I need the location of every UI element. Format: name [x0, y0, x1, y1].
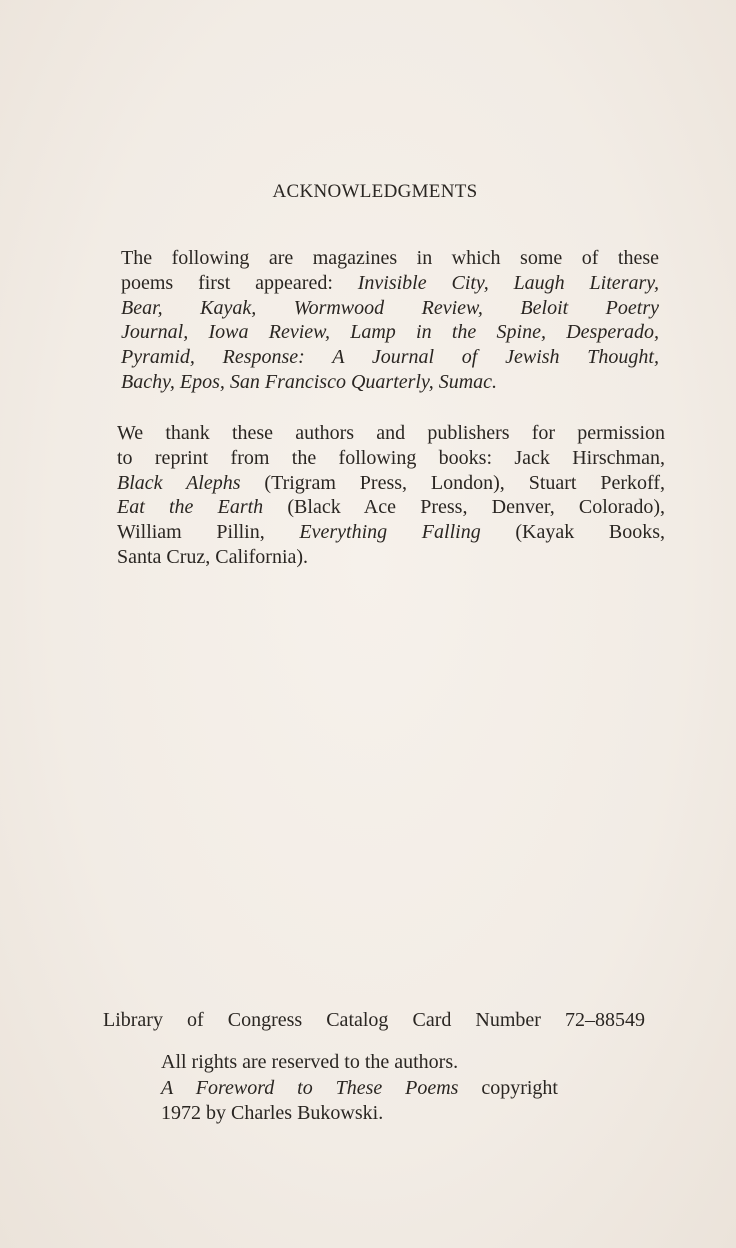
text-line: 1972 by Charles Bukowski. [161, 1102, 384, 1124]
text-line: All rights are reserved to the authors. [161, 1051, 459, 1073]
text-line: We thank these authors and publishers for permission [117, 422, 665, 444]
text-line [121, 320, 659, 345]
italic-text: A Foreword to These Poems [161, 1076, 459, 1099]
italic-text: Black Alephs [117, 471, 241, 494]
permissions-paragraph [117, 421, 665, 570]
italic-text: Eat the Earth [117, 496, 264, 519]
italic-text: Bear, Kayak, Wormwood Review, Beloit Poetry [121, 296, 659, 319]
text-line: Black Alephs (Trigram Press, London), Stuart Perkoff, [117, 471, 666, 494]
italic-text: Invisible City, Laugh Literary, [357, 271, 659, 294]
magazines-paragraph [121, 246, 659, 395]
italic-text: Pyramid, Response: A Journal of Jewish Thought, [121, 346, 659, 369]
italic-text: Everything Falling [299, 521, 481, 544]
rights-notice [161, 1050, 558, 1127]
text-line [121, 370, 659, 395]
text-line: Santa Cruz, California). [117, 545, 309, 568]
text-line [121, 345, 659, 370]
italic-text: Bachy, Epos, San Francisco Quarterly, Sumac. [121, 370, 498, 393]
text-line: poems first appeared: Invisible City, Laugh Literary, [121, 271, 659, 294]
text-line [121, 296, 659, 321]
text-line: William Pillin, Everything Falling (Kayak Books, [117, 521, 665, 544]
italic-text: Journal, Iowa Review, Lamp in the Spine, Desperado, [121, 321, 659, 344]
text-line: Eat the Earth (Black Ace Press, Denver, Colorado), [117, 496, 666, 519]
text-line: The following are magazines in which some of these [121, 247, 659, 269]
catalog-card-number: Library of Congress Catalog Card Number 72–88549 [103, 1009, 645, 1031]
page-heading: ACKNOWLEDGMENTS [272, 181, 478, 202]
text-line: to reprint from the following books: Jack Hirschman, [117, 446, 665, 469]
text-line: A Foreword to These Poems copyright [161, 1076, 558, 1099]
